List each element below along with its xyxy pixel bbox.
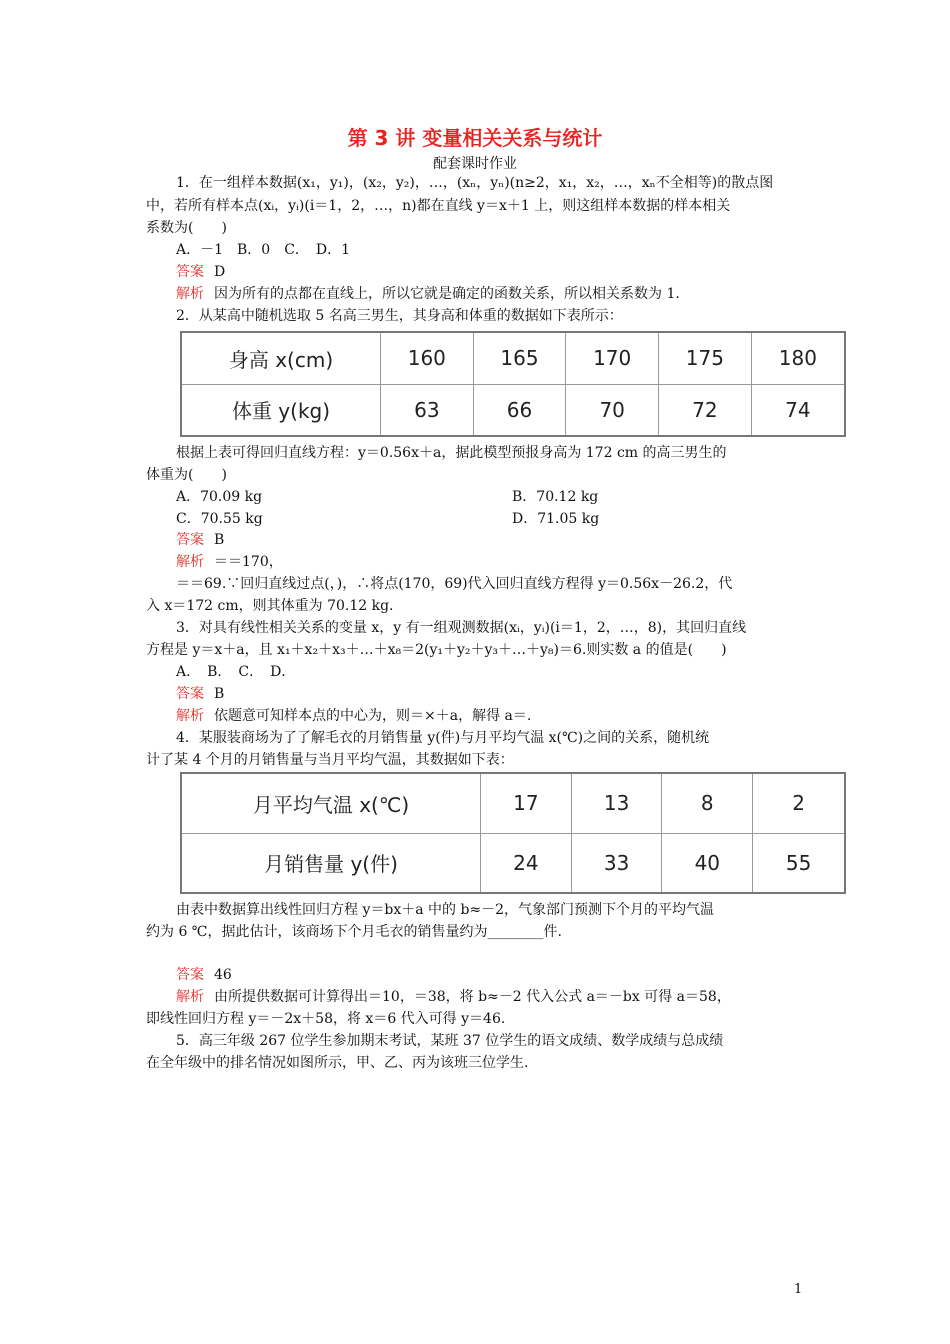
q1-line2: 中，若所有样本点(xᵢ，yᵢ)(i＝1，2，…，n)都在直线 y＝x＋1 上，则这组样本数据的样本相关 [146, 198, 731, 214]
page-title: 第 3 讲 变量相关关系与统计 [347, 126, 603, 150]
answer-label: 答案 [176, 686, 204, 702]
table-cell: 2 [753, 773, 845, 833]
q1-options: A．－1 B．0 C． D．1 [176, 242, 351, 258]
q3-answer [176, 684, 224, 704]
analysis-text: 由所提供数据可计算得出＝10，＝38，将 b≈－2 代入公式 a＝－bx 可得 a＝58， [214, 989, 731, 1005]
q2-analysis-line3: 入 x＝172 cm，则其体重为 70.12 kg. [146, 598, 394, 614]
q3-line2: 方程是 y＝x＋a，且 x₁＋x₂＋x₃＋…＋x₈＝2(y₁＋y₂＋y₃＋…＋y₈)＝6.则实数 a 的值是( ) [146, 642, 727, 658]
q2-line2: 体重为( ) [146, 467, 227, 483]
table-cell: 8 [662, 773, 753, 833]
table-row-label: 身高 x(cm) [181, 332, 381, 384]
analysis-text: 依题意可知样本点的中心为，则＝×＋a，解得 a＝. [214, 708, 532, 724]
analysis-label: 解析 [176, 554, 204, 570]
q1-answer [176, 262, 225, 282]
q4-line1: 4．某服装商场为了了解毛衣的月销售量 y(件)与月平均气温 x(℃)之间的关系，随机统 [176, 730, 710, 746]
analysis-text: ＝＝170， [214, 554, 283, 570]
q4-analysis [176, 987, 731, 1007]
q3-line1: 3．对具有线性相关关系的变量 x，y 有一组观测数据(xᵢ，yᵢ)(i＝1，2，…，8)，其回归直线 [176, 620, 747, 636]
table-cell: 180 [751, 332, 845, 384]
q2-option-b: B．70.12 kg [512, 489, 599, 505]
q4-line2: 计了某 4 个月的月销售量与当月平均气温，其数据如下表： [146, 752, 514, 768]
q2-line1: 根据上表可得回归直线方程：y＝0.56x＋a，据此模型预报身高为 172 cm 的高三男生的 [176, 445, 727, 461]
q5-line2: 在全年级中的排名情况如图所示，甲、乙、丙为该班三位学生. [146, 1055, 529, 1071]
height-weight-table [180, 331, 846, 437]
q4-analysis-line2: 即线性回归方程 y＝－2x＋58，将 x＝6 代入可得 y＝46. [146, 1011, 506, 1027]
q3-options: A． B． C． D． [176, 664, 296, 680]
q4-line3: 由表中数据算出线性回归方程 y＝bx＋a 中的 b≈－2，气象部门预测下个月的平均气温 [176, 902, 715, 918]
q4-line4: 约为 6 ℃，据此估计，该商场下个月毛衣的销售量约为________件. [146, 924, 562, 940]
page-number: 1 [794, 1282, 803, 1297]
analysis-text: 因为所有的点都在直线上，所以它就是确定的函数关系，所以相关系数为 1. [214, 286, 680, 302]
table-row-label: 月销售量 y(件) [181, 833, 481, 893]
page-subtitle: 配套课时作业 [433, 156, 517, 172]
q5-line1: 5．高三年级 267 位学生参加期末考试，某班 37 位学生的语文成绩、数学成绩与总成绩 [176, 1033, 724, 1049]
table-cell: 17 [481, 773, 572, 833]
q3-analysis [176, 706, 531, 726]
table-cell: 55 [753, 833, 845, 893]
answer-label: 答案 [176, 532, 204, 548]
q2-option-d: D．71.05 kg [512, 511, 600, 527]
q1-line1: 1．在一组样本数据(x₁，y₁)，(x₂，y₂)，…，(xₙ，yₙ)(n≥2，x₁，x₂，…，xₙ不全相等)的散点图 [176, 175, 774, 191]
q1-analysis [176, 284, 680, 304]
answer-value: B [214, 532, 225, 548]
answer-value: D [214, 264, 226, 280]
table-cell: 160 [381, 332, 474, 384]
table-cell: 165 [473, 332, 566, 384]
q1-line3: 系数为( ) [146, 220, 227, 236]
temperature-sales-table [180, 772, 846, 894]
answer-label: 答案 [176, 967, 204, 983]
analysis-label: 解析 [176, 286, 204, 302]
table-cell: 175 [659, 332, 752, 384]
q4-answer [176, 965, 232, 985]
q2-intro: 2．从某高中随机选取 5 名高三男生，其身高和体重的数据如下表所示： [176, 308, 623, 324]
q2-option-c: C．70.55 kg [176, 511, 263, 527]
q2-analysis [176, 552, 283, 572]
table-cell: 24 [481, 833, 572, 893]
table-cell: 72 [659, 384, 752, 436]
table-cell: 70 [566, 384, 659, 436]
table-cell: 66 [473, 384, 566, 436]
table-cell: 63 [381, 384, 474, 436]
table-cell: 13 [571, 773, 662, 833]
analysis-label: 解析 [176, 989, 204, 1005]
table-cell: 170 [566, 332, 659, 384]
table-row-label: 体重 y(kg) [181, 384, 381, 436]
table-cell: 74 [751, 384, 845, 436]
answer-value: 46 [214, 967, 232, 983]
q2-analysis-line2: ＝＝69.∵回归直线过点(，)，∴将点(170，69)代入回归直线方程得 y＝0.56x－26.2，代 [176, 576, 733, 592]
answer-label: 答案 [176, 264, 204, 280]
table-row-label: 月平均气温 x(℃) [181, 773, 481, 833]
q2-answer [176, 530, 224, 550]
q2-option-a: A．70.09 kg [176, 489, 263, 505]
answer-value: B [214, 686, 225, 702]
table-cell: 33 [571, 833, 662, 893]
analysis-label: 解析 [176, 708, 204, 724]
table-cell: 40 [662, 833, 753, 893]
